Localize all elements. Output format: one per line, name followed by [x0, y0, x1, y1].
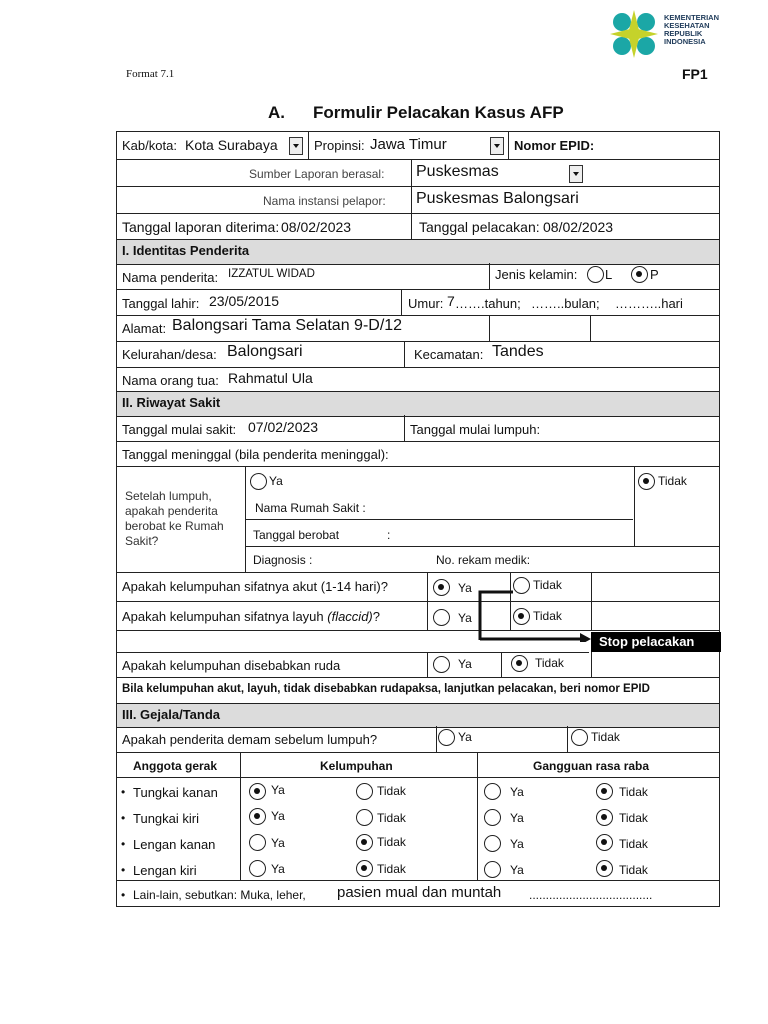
- ya-label: Ya: [510, 863, 524, 877]
- bullet: •: [121, 863, 126, 877]
- raba-lengan-kanan-ya[interactable]: [484, 835, 501, 852]
- ortu-label: Nama orang tua:: [122, 373, 219, 388]
- meninggal-label: Tanggal meninggal (bila penderita meninggal):: [122, 447, 389, 462]
- akut-ya-label: Ya: [458, 581, 472, 595]
- col-lumpuh: Kelumpuhan: [320, 759, 393, 773]
- layuh-ya-radio[interactable]: [433, 609, 450, 626]
- title-text: Formulir Pelacakan Kasus AFP: [313, 103, 564, 122]
- title-letter: A.: [268, 103, 285, 122]
- berobat-ya-radio[interactable]: [250, 473, 267, 490]
- form-title: [268, 103, 564, 123]
- tgl-berobat-label: Tanggal berobat: [253, 528, 340, 542]
- alamat-value[interactable]: Balongsari Tama Selatan 9-D/12: [172, 317, 403, 334]
- raba-tungkai-kanan-tidak[interactable]: [596, 783, 613, 800]
- rekam-label: No. rekam medik:: [436, 553, 531, 567]
- demam-tidak-radio[interactable]: [571, 729, 588, 746]
- afp-form: [116, 131, 720, 907]
- kemenkes-logo-icon: [606, 6, 662, 62]
- stop-flow-arrow: [472, 587, 592, 642]
- ya-label: Ya: [271, 836, 285, 850]
- lumpuh-tungkai-kiri-ya[interactable]: [249, 808, 266, 825]
- bullet: •: [121, 888, 126, 902]
- umur-hari: ………..hari: [615, 296, 683, 311]
- lain-label: Lain-lain, sebutkan: Muka, leher,: [133, 888, 306, 902]
- ruda-tidak-radio[interactable]: [511, 655, 528, 672]
- bullet: •: [121, 785, 126, 799]
- lumpuh-lengan-kiri-tidak[interactable]: [356, 860, 373, 877]
- tgl-lacak-label: Tanggal pelacakan:: [419, 219, 540, 235]
- ya-label: Ya: [271, 783, 285, 797]
- tidak-label: Tidak: [619, 837, 648, 851]
- epid-label: Nomor EPID:: [514, 138, 595, 153]
- kemenkes-logo: [606, 6, 726, 64]
- kec-label: Kecamatan:: [414, 347, 484, 362]
- jk-l-radio[interactable]: [587, 266, 604, 283]
- prov-label: Propinsi:: [314, 138, 365, 153]
- kab-value[interactable]: Kota Surabaya: [185, 137, 278, 153]
- stop-pelacakan-label: Stop pelacakan: [591, 632, 721, 652]
- lanjut-note: Bila kelumpuhan akut, layuh, tidak disebabkan rudapaksa, lanjutkan pelacakan, beri nomor EPID: [122, 683, 650, 695]
- ya-label: Ya: [510, 811, 524, 825]
- tidak-label: Tidak: [377, 835, 406, 849]
- q-demam: Apakah penderita demam sebelum lumpuh?: [122, 732, 378, 747]
- rs-label: Nama Rumah Sakit :: [255, 501, 366, 515]
- logo-text: KEMENTERIAN KESEHATAN REPUBLIK INDONESIA: [664, 13, 720, 46]
- section-riwayat: II. Riwayat Sakit: [117, 391, 719, 417]
- umur-bulan: ……..bulan;: [531, 296, 600, 311]
- berobat-question: Setelah lumpuh, apakah penderita berobat ke Rumah Sakit?: [125, 489, 224, 548]
- ya-label: Ya: [271, 862, 285, 876]
- bullet: •: [121, 811, 126, 825]
- tgl-lapor-value[interactable]: 08/02/2023: [281, 219, 352, 235]
- nama-value[interactable]: IZZATUL WIDAD: [228, 268, 315, 280]
- kec-value[interactable]: Tandes: [492, 343, 544, 360]
- lumpuh-tungkai-kanan-ya[interactable]: [249, 783, 266, 800]
- format-number: Format 7.1: [126, 68, 175, 80]
- ya-label: Ya: [510, 837, 524, 851]
- jk-p-label: P: [650, 267, 659, 282]
- demam-ya-radio[interactable]: [438, 729, 455, 746]
- raba-tungkai-kiri-tidak[interactable]: [596, 809, 613, 826]
- jk-label: Jenis kelamin:: [495, 267, 578, 282]
- tidak-label: Tidak: [619, 785, 648, 799]
- anggota-lengan-kiri: Lengan kiri: [133, 863, 197, 878]
- col-anggota: Anggota gerak: [133, 759, 218, 773]
- ruda-ya-radio[interactable]: [433, 656, 450, 673]
- akut-tidak-label: Tidak: [533, 578, 562, 592]
- kel-value[interactable]: Balongsari: [227, 343, 303, 360]
- instansi-label: Nama instansi pelapor:: [263, 194, 386, 208]
- demam-ya-label: Ya: [458, 730, 472, 744]
- tidak-label: Tidak: [377, 811, 406, 825]
- umur-tahun-value[interactable]: 7: [447, 293, 455, 309]
- prov-value[interactable]: Jawa Timur: [370, 136, 447, 153]
- lumpuh-tungkai-kanan-tidak[interactable]: [356, 783, 373, 800]
- raba-tungkai-kanan-ya[interactable]: [484, 783, 501, 800]
- lumpuh-lengan-kiri-ya[interactable]: [249, 860, 266, 877]
- umur-label: Umur:: [408, 296, 444, 311]
- kab-label: Kab/kota:: [122, 138, 177, 153]
- lahir-value[interactable]: 23/05/2015: [209, 293, 280, 309]
- prov-dropdown[interactable]: [490, 137, 504, 155]
- tidak-label: Tidak: [377, 862, 406, 876]
- anggota-tungkai-kanan: Tungkai kanan: [133, 785, 218, 800]
- anggota-lengan-kanan: Lengan kanan: [133, 837, 216, 852]
- tgl-lapor-label: Tanggal laporan diterima:: [122, 219, 280, 235]
- lahir-label: Tanggal lahir:: [122, 296, 200, 311]
- tidak-label: Tidak: [619, 863, 648, 877]
- raba-tungkai-kiri-ya[interactable]: [484, 809, 501, 826]
- akut-ya-radio[interactable]: [433, 579, 450, 596]
- sumber-label: Sumber Laporan berasal:: [249, 167, 385, 181]
- alamat-label: Alamat:: [122, 321, 167, 336]
- kab-dropdown[interactable]: [289, 137, 303, 155]
- q-layuh: Apakah kelumpuhan sifatnya layuh (flaccid)?: [122, 609, 380, 624]
- form-code: FP1: [682, 66, 708, 82]
- bullet: •: [121, 837, 126, 851]
- jk-p-radio[interactable]: [631, 266, 648, 283]
- tidak-label: Tidak: [377, 784, 406, 798]
- berobat-ya-label: Ya: [269, 474, 283, 488]
- berobat-tidak-radio[interactable]: [638, 473, 655, 490]
- lain-dots: .....................................: [529, 888, 653, 902]
- sumber-dropdown[interactable]: [569, 165, 583, 183]
- section-gejala: III. Gejala/Tanda: [117, 703, 719, 728]
- instansi-value[interactable]: Puskesmas Balongsari: [416, 190, 579, 207]
- raba-lengan-kiri-ya[interactable]: [484, 861, 501, 878]
- jk-l-label: L: [605, 267, 613, 282]
- tgl-berobat-colon: :: [387, 528, 391, 542]
- berobat-tidak-label: Tidak: [658, 474, 687, 488]
- raba-lengan-kanan-tidak[interactable]: [596, 834, 613, 851]
- mulai-lumpuh-label: Tanggal mulai lumpuh:: [410, 422, 541, 437]
- mulai-sakit-label: Tanggal mulai sakit:: [122, 422, 237, 437]
- layuh-tidak-label: Tidak: [533, 609, 562, 623]
- raba-lengan-kiri-tidak[interactable]: [596, 860, 613, 877]
- nama-label: Nama penderita:: [122, 270, 219, 285]
- tidak-label: Tidak: [619, 811, 648, 825]
- ya-label: Ya: [510, 785, 524, 799]
- q-ruda: Apakah kelumpuhan disebabkan ruda: [122, 658, 341, 673]
- layuh-ya-label: Ya: [458, 611, 472, 625]
- kel-label: Kelurahan/desa:: [122, 347, 217, 362]
- lumpuh-lengan-kanan-tidak[interactable]: [356, 834, 373, 851]
- ruda-ya-label: Ya: [458, 657, 472, 671]
- lumpuh-lengan-kanan-ya[interactable]: [249, 834, 266, 851]
- umur-tahun: …….tahun;: [455, 296, 521, 311]
- mulai-sakit-value[interactable]: 07/02/2023: [248, 419, 319, 435]
- diagnosis-label: Diagnosis :: [253, 553, 313, 567]
- lain-value[interactable]: pasien mual dan muntah: [337, 884, 502, 901]
- col-raba: Gangguan rasa raba: [533, 759, 650, 773]
- sumber-value[interactable]: Puskesmas: [416, 163, 499, 180]
- anggota-tungkai-kiri: Tungkai kiri: [133, 811, 199, 826]
- q-akut: Apakah kelumpuhan sifatnya akut (1-14 hari)?: [122, 579, 388, 594]
- ya-label: Ya: [271, 809, 285, 823]
- tgl-lacak-value[interactable]: 08/02/2023: [543, 219, 614, 235]
- section-identitas: I. Identitas Penderita: [117, 239, 719, 265]
- demam-tidak-label: Tidak: [591, 730, 620, 744]
- ruda-tidak-label: Tidak: [535, 656, 564, 670]
- ortu-value[interactable]: Rahmatul Ula: [228, 370, 313, 386]
- lumpuh-tungkai-kiri-tidak[interactable]: [356, 809, 373, 826]
